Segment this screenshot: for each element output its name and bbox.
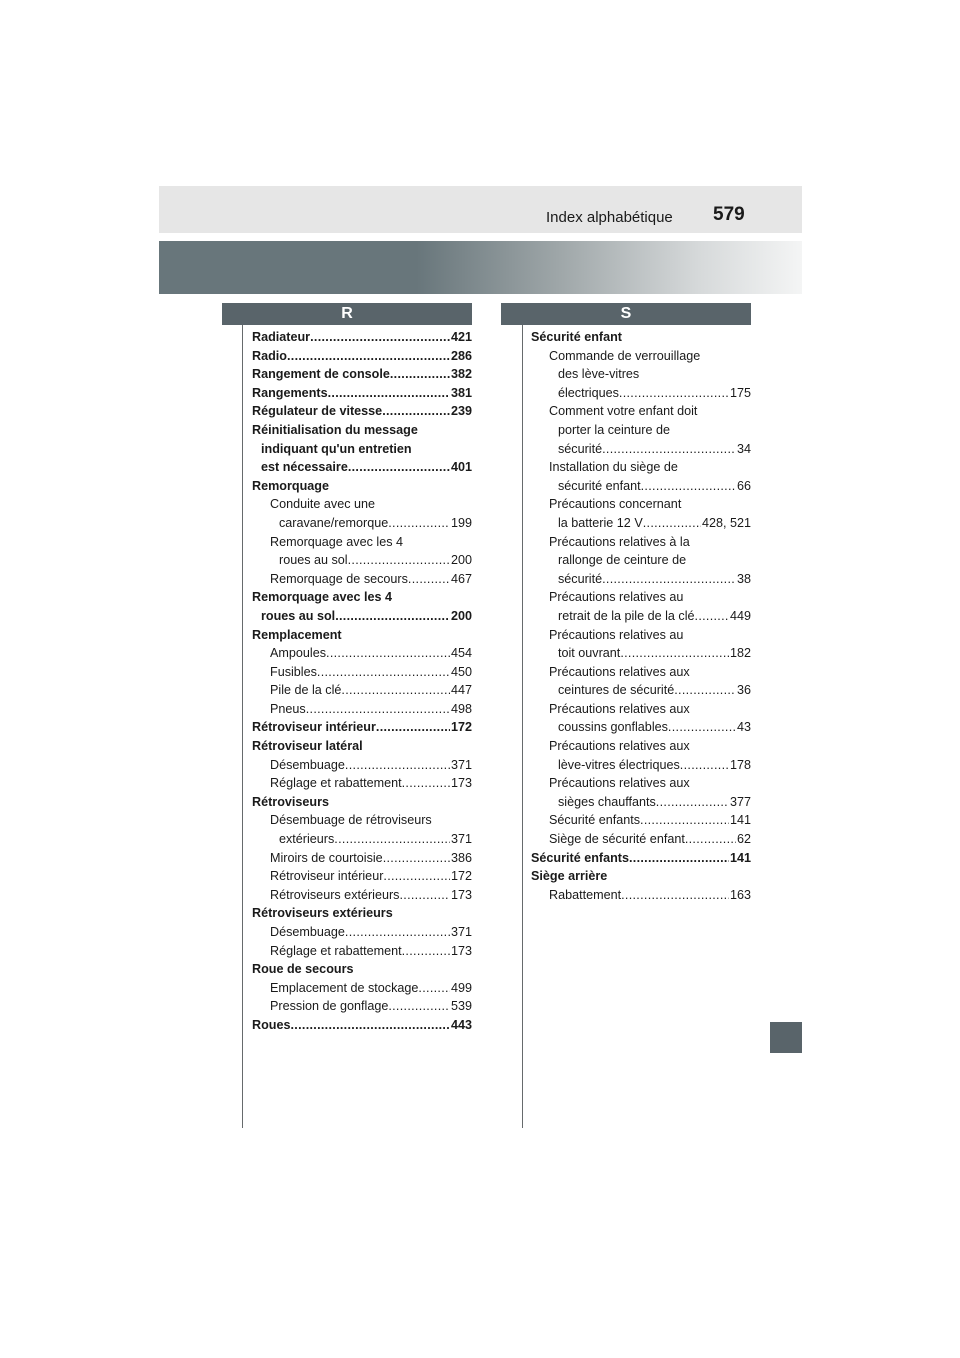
entry-row	[252, 328, 472, 347]
entry-term: roues au sol	[261, 608, 336, 623]
index-entry	[252, 421, 472, 477]
page-reference: 66	[736, 478, 751, 493]
page-reference: 239	[450, 404, 472, 419]
entry-row	[252, 384, 472, 403]
page-reference: 182	[729, 646, 751, 661]
dot-leader	[287, 347, 450, 366]
entry-row	[252, 904, 472, 923]
page-number: 579	[713, 204, 745, 225]
entry-row	[270, 923, 472, 942]
header-title: Index alphabétique	[546, 209, 673, 226]
page-reference: 377	[729, 794, 751, 809]
entry-row	[270, 886, 472, 905]
page-reference: 173	[450, 887, 472, 902]
dot-leader	[345, 756, 450, 775]
entry-term: Roue de secours	[252, 962, 354, 977]
entry-term: Sécurité enfant	[531, 330, 622, 344]
page-reference: 141	[729, 813, 751, 828]
entry-term: Miroirs de courtoisie	[270, 850, 383, 865]
entry-term: Désembuage	[270, 925, 345, 939]
index-entry	[531, 328, 751, 347]
entry-row	[270, 997, 472, 1016]
dot-leader	[335, 607, 450, 626]
page-reference: 200	[450, 608, 472, 623]
index-entry	[252, 495, 472, 532]
dot-leader	[383, 849, 450, 868]
index-entry	[252, 626, 472, 645]
dot-leader	[643, 514, 701, 533]
entry-row	[270, 514, 472, 533]
entry-term: Rangement de console	[252, 367, 390, 382]
page-reference: 286	[450, 348, 472, 363]
page-reference: 141	[729, 850, 751, 865]
entry-term: Régulateur de vitesse	[252, 404, 383, 419]
entry-text-line: Précautions relatives à la	[549, 534, 690, 549]
entry-row	[549, 477, 751, 496]
index-entry	[531, 849, 751, 868]
index-entry	[531, 867, 751, 886]
page-reference: 34	[736, 441, 751, 456]
section-letter-r: R	[222, 303, 472, 325]
index-entry	[252, 477, 472, 496]
dot-leader	[402, 774, 450, 793]
entry-row	[549, 644, 751, 663]
entry-text-line: Comment votre enfant doit	[549, 404, 698, 419]
page-reference: 172	[450, 720, 472, 735]
entry-term: Pile de la clé	[270, 683, 342, 698]
dot-leader	[341, 681, 450, 700]
index-entry	[252, 942, 472, 961]
index-entry	[252, 979, 472, 998]
entry-row	[270, 830, 472, 849]
dot-leader	[291, 1016, 450, 1035]
index-entry	[531, 347, 751, 403]
entry-text-line: Précautions relatives au	[549, 590, 684, 605]
entry-term: Ampoules	[270, 646, 327, 661]
column-divider-right	[522, 325, 523, 1128]
entry-text-line: Remorquage avec les 4	[270, 534, 404, 549]
entry-term: coussins gonflables	[558, 720, 668, 735]
entry-row	[270, 681, 472, 700]
index-entry	[531, 811, 751, 830]
index-entry	[252, 533, 472, 570]
index-entry	[252, 756, 472, 775]
entry-term: Rétroviseurs extérieurs	[270, 887, 400, 902]
entry-term: Pneus	[270, 701, 306, 716]
dot-leader	[317, 663, 450, 682]
entry-term: la batterie 12 V	[558, 515, 643, 530]
page-reference: 36	[736, 683, 751, 698]
dot-leader	[402, 942, 450, 961]
dot-leader	[602, 440, 736, 459]
index-entry	[531, 533, 751, 589]
entry-text-line: Précautions relatives aux	[549, 664, 690, 679]
page-reference: 428, 521	[701, 515, 751, 530]
entry-term: Siège arrière	[531, 869, 608, 884]
dot-leader	[668, 718, 736, 737]
entry-text-line: Précautions relatives aux	[549, 776, 690, 791]
entry-term: Remplacement	[252, 627, 342, 642]
page-reference: 178	[729, 757, 751, 772]
index-entry	[252, 867, 472, 886]
dot-leader	[345, 923, 450, 942]
index-entry	[252, 700, 472, 719]
dot-leader	[629, 849, 729, 868]
dot-leader	[620, 644, 729, 663]
page-reference: 454	[450, 646, 472, 661]
entry-term: sécurité	[558, 571, 603, 586]
entry-row	[549, 830, 751, 849]
index-entry	[252, 849, 472, 868]
entry-term: Rétroviseurs extérieurs	[252, 906, 393, 921]
index-entry	[531, 402, 751, 458]
entry-term: Rétroviseur latéral	[252, 739, 363, 754]
entry-row	[270, 979, 472, 998]
entry-row	[549, 681, 751, 700]
index-entry	[531, 495, 751, 532]
entry-term: retrait de la pile de la clé	[558, 608, 695, 623]
entry-row	[270, 551, 472, 570]
page-reference: 199	[450, 515, 472, 530]
entry-term: Sécurité enfants	[531, 850, 629, 865]
dot-leader	[680, 756, 729, 775]
dot-leader	[640, 811, 729, 830]
entry-term: Réglage et rabattement	[270, 776, 402, 791]
entry-row	[531, 849, 751, 868]
entry-row	[549, 570, 751, 589]
page-reference: 443	[450, 1017, 472, 1032]
entry-term: sécurité	[558, 441, 603, 456]
page-reference: 371	[450, 925, 472, 939]
entry-term: extérieurs	[279, 832, 335, 847]
entry-text-line: Précautions relatives au	[549, 627, 684, 642]
entry-row	[270, 867, 472, 886]
dot-leader	[348, 458, 450, 477]
index-entry	[531, 700, 751, 737]
entry-row	[252, 458, 472, 477]
dot-leader	[695, 607, 729, 626]
entry-term: roues au sol	[279, 553, 348, 568]
dot-leader	[382, 402, 450, 421]
entry-row	[270, 570, 472, 589]
entry-row	[252, 607, 472, 626]
entry-row	[549, 793, 751, 812]
page-reference: 371	[450, 757, 472, 772]
index-entry	[531, 663, 751, 700]
entry-term: Emplacement de stockage	[270, 980, 419, 995]
page-reference: 173	[450, 943, 472, 958]
index-entry	[531, 886, 751, 905]
dot-leader	[621, 886, 729, 905]
dot-leader	[348, 551, 450, 570]
dot-leader	[674, 681, 736, 700]
dot-leader	[334, 830, 450, 849]
index-entry	[252, 328, 472, 347]
entry-row	[549, 384, 751, 403]
entry-row	[270, 663, 472, 682]
index-entry	[252, 663, 472, 682]
dot-leader	[685, 830, 736, 849]
entry-row	[549, 440, 751, 459]
entry-row	[252, 365, 472, 384]
page-reference: 499	[450, 980, 472, 995]
page-reference: 43	[736, 720, 751, 735]
index-entry	[252, 588, 472, 625]
index-entry	[531, 737, 751, 774]
dot-leader	[326, 644, 450, 663]
entry-row	[531, 328, 751, 347]
entry-row	[270, 756, 472, 775]
entry-term: Fusibles	[270, 664, 317, 679]
index-entry	[531, 588, 751, 625]
entry-row	[270, 644, 472, 663]
page-reference: 386	[450, 850, 472, 865]
index-entry	[531, 830, 751, 849]
decorative-gradient-band	[159, 241, 802, 294]
entry-text-line: indiquant qu'un entretien	[261, 441, 412, 456]
index-entry	[252, 737, 472, 756]
entry-term: ceintures de sécurité	[558, 683, 675, 698]
index-entry	[252, 923, 472, 942]
entry-row	[549, 607, 751, 626]
index-entry	[252, 384, 472, 403]
entry-text-line: Réinitialisation du message	[252, 422, 418, 437]
dot-leader	[619, 384, 729, 403]
page-reference: 382	[450, 367, 472, 382]
dot-leader	[641, 477, 736, 496]
index-entry	[252, 960, 472, 979]
index-entry	[531, 626, 751, 663]
index-entry	[252, 886, 472, 905]
entry-term: Radiateur	[252, 330, 311, 344]
page-reference: 421	[450, 330, 472, 344]
dot-leader	[408, 570, 450, 589]
entry-text-line: des lève-vitres	[558, 367, 640, 382]
entry-term: Pression de gonflage	[270, 999, 389, 1014]
dot-leader	[388, 514, 450, 533]
entry-term: Remorquage	[252, 478, 329, 493]
index-entry	[531, 458, 751, 495]
column-divider-left	[242, 325, 243, 1128]
entry-term: Roues	[252, 1017, 291, 1032]
page-header-bar	[159, 186, 802, 233]
entry-term: sécurité enfant	[558, 478, 641, 493]
entry-term: lève-vitres électriques	[558, 757, 680, 772]
entry-row	[270, 774, 472, 793]
dot-leader	[418, 979, 450, 998]
entry-term: électriques	[558, 385, 619, 400]
dot-leader	[306, 700, 450, 719]
dot-leader	[388, 997, 450, 1016]
entry-term: Rabattement	[549, 887, 622, 902]
index-entry	[252, 904, 472, 923]
entry-row	[252, 793, 472, 812]
index-entry	[252, 774, 472, 793]
entry-row	[252, 626, 472, 645]
page-reference: 163	[729, 887, 751, 902]
dot-leader	[376, 718, 450, 737]
entry-text-line: Précautions concernant	[549, 497, 682, 512]
index-entry	[252, 644, 472, 663]
entry-term: Rétroviseur intérieur	[270, 869, 384, 884]
entry-row	[549, 811, 751, 830]
index-entry	[252, 997, 472, 1016]
section-letter-s: S	[501, 303, 751, 325]
entry-text-line: Conduite avec une	[270, 497, 376, 512]
dot-leader	[656, 793, 729, 812]
dot-leader	[390, 365, 450, 384]
index-entry	[531, 774, 751, 811]
entry-row	[252, 718, 472, 737]
page-reference: 38	[736, 571, 751, 586]
index-entry	[252, 681, 472, 700]
page-reference: 172	[450, 869, 472, 884]
page-reference: 449	[729, 608, 751, 623]
index-entry	[252, 570, 472, 589]
entry-term: caravane/remorque	[279, 515, 389, 530]
page-reference: 498	[450, 701, 472, 716]
entry-term: Rangements	[252, 385, 328, 400]
entry-text-line: Désembuage de rétroviseurs	[270, 813, 432, 828]
entry-row	[549, 756, 751, 775]
dot-leader	[328, 384, 450, 403]
page-reference: 62	[736, 832, 751, 847]
entry-term: Désembuage	[270, 757, 345, 772]
entry-term: Réglage et rabattement	[270, 943, 402, 958]
entry-row	[549, 718, 751, 737]
page-reference: 175	[729, 385, 751, 400]
entry-term: sièges chauffants	[558, 794, 656, 809]
index-entry	[252, 718, 472, 737]
entry-row	[252, 402, 472, 421]
entry-row	[252, 960, 472, 979]
entry-text-line: Précautions relatives aux	[549, 739, 690, 754]
chapter-tab-marker	[770, 1022, 802, 1053]
page-reference: 450	[450, 664, 472, 679]
entry-row	[252, 737, 472, 756]
index-entry	[252, 402, 472, 421]
entry-term: Siège de sécurité enfant	[549, 832, 685, 847]
dot-leader	[399, 886, 450, 905]
entry-text-line: Installation du siège de	[549, 460, 678, 475]
entry-term: Radio	[252, 348, 287, 363]
page-reference: 381	[450, 385, 472, 400]
dot-leader	[602, 570, 736, 589]
entry-row	[252, 347, 472, 366]
page-reference: 447	[450, 683, 472, 698]
entry-text-line: Remorquage avec les 4	[252, 590, 393, 605]
entry-text-line: porter la ceinture de	[558, 422, 671, 437]
entry-term: toit ouvrant	[558, 646, 621, 661]
entry-row	[270, 849, 472, 868]
index-entry	[252, 793, 472, 812]
entry-row	[270, 942, 472, 961]
entry-row	[252, 1016, 472, 1035]
page-reference: 200	[450, 553, 472, 568]
entry-text-line: Commande de verrouillage	[549, 348, 701, 363]
entry-row	[549, 514, 751, 533]
index-entry	[252, 811, 472, 848]
page-reference: 173	[450, 776, 472, 791]
index-entry	[252, 1016, 472, 1035]
index-column-s	[531, 328, 751, 904]
entry-row	[252, 477, 472, 496]
entry-row	[549, 886, 751, 905]
dot-leader	[383, 867, 450, 886]
entry-text-line: Précautions relatives aux	[549, 701, 690, 716]
entry-term: Sécurité enfants	[549, 813, 641, 828]
page-reference: 467	[450, 571, 472, 586]
entry-term: Rétroviseur intérieur	[252, 720, 376, 735]
page-reference: 371	[450, 832, 472, 847]
page-reference: 539	[450, 999, 472, 1014]
index-entry	[252, 347, 472, 366]
dot-leader	[310, 328, 450, 347]
entry-row	[531, 867, 751, 886]
index-column-r	[252, 328, 472, 1035]
entry-text-line: rallonge de ceinture de	[558, 553, 687, 568]
entry-term: Remorquage de secours	[270, 571, 408, 586]
index-entry	[252, 365, 472, 384]
entry-term: est nécessaire	[261, 460, 348, 475]
entry-row	[270, 700, 472, 719]
page-reference: 401	[450, 460, 472, 475]
entry-term: Rétroviseurs	[252, 794, 329, 809]
